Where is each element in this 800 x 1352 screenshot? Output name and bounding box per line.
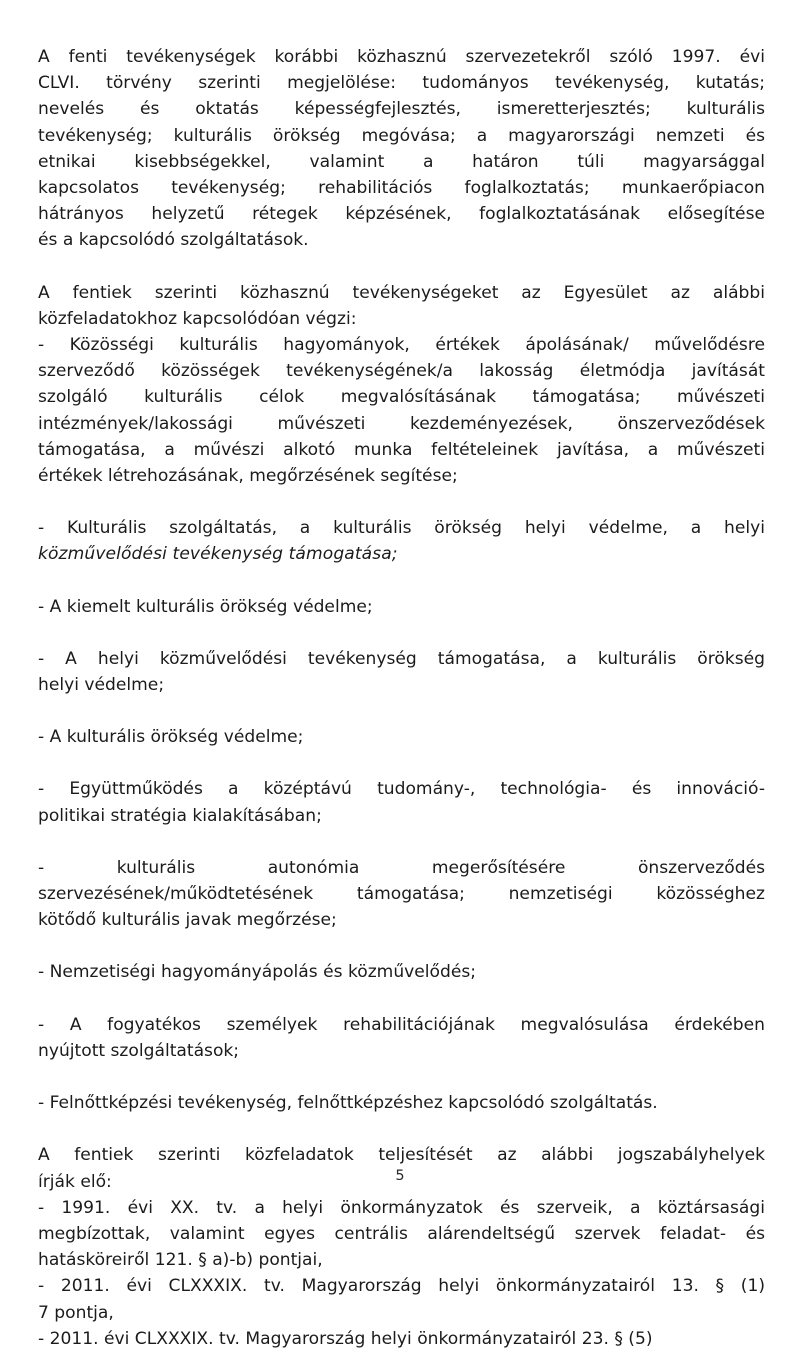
text-line: szerveződő közösségek tevékenységének/a lakosság életmódja javítását (38, 361, 765, 382)
paragraph-spacer (38, 1064, 765, 1090)
list-item-local-cultural-activity (38, 646, 765, 698)
text-line: nevelés és oktatás képességfejlesztés, ismeretterjesztés; kulturális (38, 99, 765, 120)
text-line: szolgáló kulturális célok megvalósításának támogatása; művészeti (38, 387, 765, 408)
text-line: - Kulturális szolgáltatás, a kulturális örökség helyi védelme, a helyi (38, 518, 765, 539)
text-line: - Együttműködés a középtávú tudomány-, technológia- és innováció- (38, 779, 765, 800)
text-line: - Közösségi kulturális hagyományok, értékek ápolásának/ művelődésre (38, 335, 765, 356)
text-line: - A kulturális örökség védelme; (38, 727, 304, 748)
list-item-cultural-autonomy (38, 855, 765, 934)
list-item-highlighted-heritage (38, 594, 765, 620)
text-line: 7 pontja, (38, 1302, 114, 1323)
list-item-disabled-rehabilitation (38, 1012, 765, 1064)
list-item-cultural-service (38, 515, 765, 567)
text-line: és a kapcsolódó szolgáltatások. (38, 230, 309, 251)
text-line: - 2011. évi CLXXXIX. tv. Magyarország helyi önkormányzatairól 23. § (5) (38, 1328, 653, 1349)
text-line: értékek létrehozásának, megőrzésének segítése; (38, 466, 458, 487)
text-line: - A fogyatékos személyek rehabilitációjának megvalósulása érdekében (38, 1014, 765, 1035)
text-line: kapcsolatos tevékenység; rehabilitációs foglalkoztatás; munkaerőpiacon (38, 178, 765, 199)
paragraph-spacer (38, 986, 765, 1012)
text-line: kötődő kulturális javak megőrzése; (38, 910, 337, 931)
page-content (38, 44, 765, 1352)
paragraph-public-tasks-intro (38, 280, 765, 490)
text-line: - A helyi közművelődési tevékenység támogatása, a kulturális örökség (38, 648, 765, 669)
text-line: írják elő: (38, 1171, 112, 1192)
text-line: A fentiek szerinti közhasznú tevékenységeket az Egyesület az alábbi (38, 282, 765, 303)
paragraph-spacer (38, 750, 765, 776)
text-line: - 2011. évi CLXXXIX. tv. Magyarország helyi önkormányzatairól 13. § (1) (38, 1276, 765, 1297)
text-line: CLVI. törvény szerinti megjelölése: tudományos tevékenység, kutatás; (38, 73, 765, 94)
text-line: - Nemzetiségi hagyományápolás és közművelődés; (38, 962, 477, 983)
text-line: helyi védelme; (38, 675, 165, 696)
text-line: A fentiek szerinti közfeladatok teljesítését az alábbi jogszabályhelyek (38, 1145, 765, 1166)
text-line: intézmények/lakossági művészeti kezdeményezések, önszerveződések (38, 413, 765, 434)
text-line: megbízottak, valamint egyes centrális alárendeltségű szervek feladat- és (38, 1223, 765, 1244)
page-number: 5 (395, 1168, 405, 1184)
paragraph-spacer (38, 489, 765, 515)
list-item-innovation-strategy (38, 776, 765, 828)
text-line: hátrányos helyzetű rétegek képzésének, foglalkoztatásának elősegítése (38, 204, 765, 225)
paragraph-spacer (38, 254, 765, 280)
text-line: politikai stratégia kialakításában; (38, 805, 322, 826)
text-line: közművelődési tevékenység támogatása; (38, 544, 398, 565)
paragraph-spacer (38, 1116, 765, 1142)
list-item-heritage-protection (38, 724, 765, 750)
paragraph-spacer (38, 698, 765, 724)
text-line: szervezésének/működtetésének támogatása; nemzetiségi közösséghez (38, 884, 765, 905)
list-item-nationality-traditions (38, 959, 765, 985)
text-line: - A kiemelt kulturális örökség védelme; (38, 596, 373, 617)
paragraph-spacer (38, 829, 765, 855)
paragraph-spacer (38, 568, 765, 594)
text-line: - 1991. évi XX. tv. a helyi önkormányzatok és szerveik, a köztársasági (38, 1197, 765, 1218)
text-line: etnikai kisebbségekkel, valamint a határon túli magyarsággal (38, 151, 765, 172)
paragraph-activities-designation (38, 44, 765, 254)
list-item-adult-education (38, 1090, 765, 1116)
text-line: hatásköreiről 121. § a)-b) pontjai, (38, 1250, 323, 1271)
paragraph-spacer (38, 933, 765, 959)
text-line: tevékenység; kulturális örökség megóvása; a magyarországi nemzeti és (38, 125, 765, 146)
text-line: közfeladatokhoz kapcsolódóan végzi: (38, 308, 357, 329)
text-line: A fenti tevékenységek korábbi közhasznú szervezetekről szóló 1997. évi (38, 47, 765, 67)
text-line: - kulturális autonómia megerősítésére önszerveződés (38, 857, 765, 878)
text-line: nyújtott szolgáltatások; (38, 1040, 240, 1061)
paragraph-spacer (38, 620, 765, 646)
text-line: - Felnőttképzési tevékenység, felnőttképzéshez kapcsolódó szolgáltatás. (38, 1093, 658, 1114)
text-line: támogatása, a művészi alkotó munka feltételeinek javítása, a művészeti (38, 439, 765, 460)
